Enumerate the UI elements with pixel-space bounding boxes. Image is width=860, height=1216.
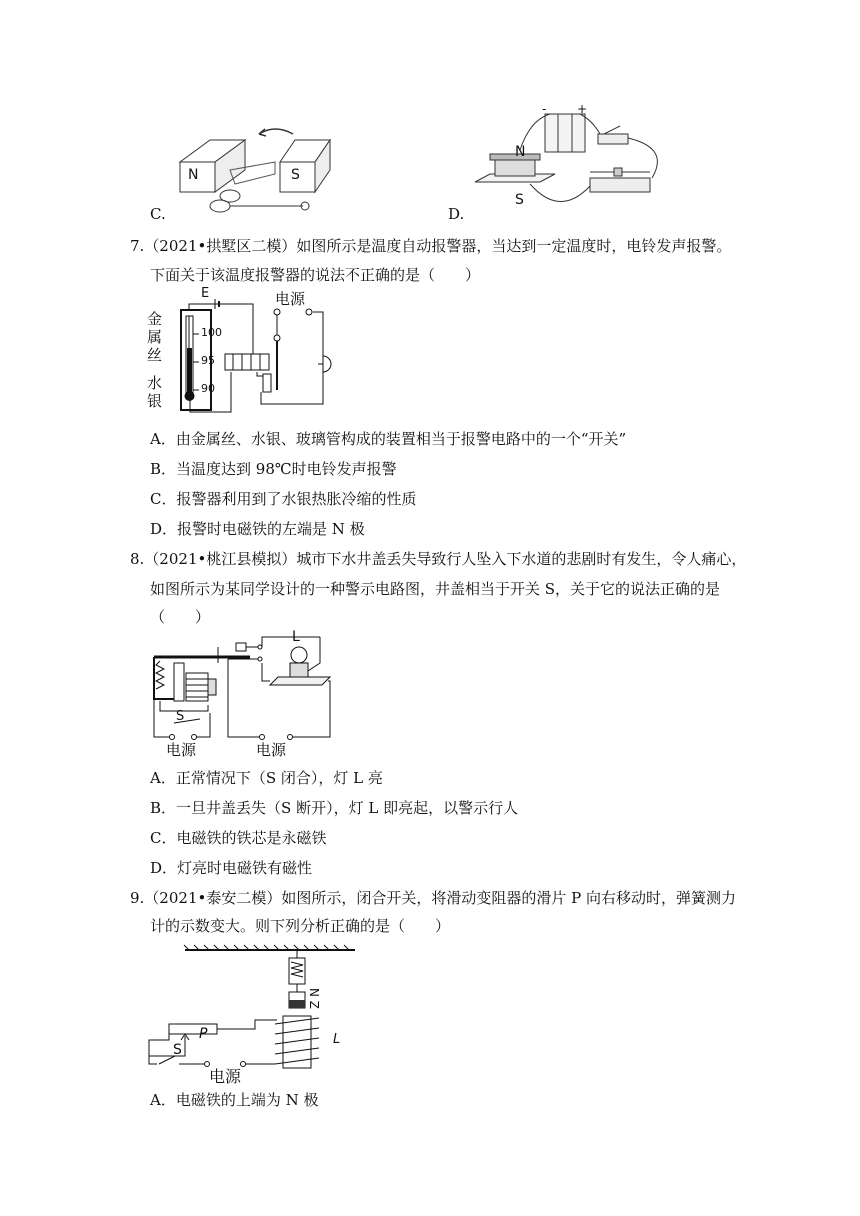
electromagnet-n-label: N (515, 144, 526, 160)
switch-s-label: S (173, 1042, 182, 1058)
q8-stem-line1: 8.（2021•桃江县模拟）城市下水井盖丢失导致行人坠入下水道的悲剧时有发生，令人痛心， (130, 550, 747, 568)
mercury-label-2: 银 (147, 392, 163, 410)
power-source-2-label: 电源 (256, 741, 287, 759)
q8-option-b: B．一旦井盖丢失（S 断开），灯 L 即亮起，以警示行人 (150, 799, 519, 817)
q9-option-a: A．电磁铁的上端为 N 极 (150, 1091, 319, 1109)
q7-option-b: B．当温度达到 98℃时电铃发声报警 (150, 460, 397, 478)
lamp-l-label: L (292, 629, 300, 645)
q8-option-d: D．灯亮时电磁铁有磁性 (150, 859, 313, 877)
magnet-s-label: S (291, 167, 300, 183)
q6-option-c-label: C. (150, 205, 166, 223)
power-source-label: 电源 (209, 1067, 242, 1086)
power-source-label: 电源 (275, 290, 306, 308)
electromagnet-s-label: S (515, 192, 524, 208)
q9-figure-electromagnet (145, 944, 365, 1086)
battery-minus-label: - (542, 102, 547, 116)
q6-option-d-label: D. (448, 205, 465, 223)
q7-option-c: C．报警器利用到了水银热胀冷缩的性质 (150, 490, 417, 508)
power-source-1-label: 电源 (166, 741, 197, 759)
q7-stem-line1: 7.（2021•拱墅区二模）如图所示是温度自动报警器，当达到一定温度时，电铃发声报警。 (130, 237, 732, 255)
metal-wire-label-2: 属 (147, 328, 163, 346)
q7-stem-line2: 下面关于该温度报警器的说法不正确的是（ ） (150, 266, 481, 284)
q9-stem-line1: 9.（2021•泰安二模）如图所示，闭合开关，将滑动变阻器的滑片 P 向右移动时，弹簧测力 (130, 889, 736, 907)
battery-plus-label: + (577, 102, 588, 116)
q9-stem-line2: 计的示数变大。则下列分析正确的是（ ） (150, 917, 451, 935)
q7-figure-temperature-alarm (143, 286, 343, 417)
scale-100-label: 100 (201, 326, 222, 339)
scale-95-label: 95 (201, 354, 215, 367)
q7-option-a: A．由金属丝、水银、玻璃管构成的装置相当于报警电路中的一个“开关” (150, 430, 627, 448)
q8-stem-line2: 如图所示为某同学设计的一种警示电路图，井盖相当于开关 S，关于它的说法正确的是 (150, 580, 721, 598)
metal-wire-label-1: 金 (147, 310, 163, 328)
switch-s-label: S (176, 709, 185, 724)
magnet-pole-label: N Z (307, 988, 321, 1010)
q8-stem-line3: （ ） (150, 608, 211, 626)
q7-option-d: D．报警时电磁铁的左端是 N 极 (150, 520, 365, 538)
q8-option-c: C．电磁铁的铁芯是永磁铁 (150, 829, 327, 847)
battery-e-label: E (201, 286, 210, 301)
scale-90-label: 90 (201, 382, 215, 395)
metal-wire-label-3: 丝 (147, 346, 163, 364)
magnet-n-label: N (188, 167, 199, 183)
q6-figure-c (175, 122, 335, 218)
coil-l-label: L (333, 1032, 341, 1047)
q8-option-a: A．正常情况下（S 闭合），灯 L 亮 (150, 769, 383, 787)
mercury-label-1: 水 (147, 374, 163, 392)
q6-figure-d (470, 100, 690, 218)
q8-figure-warning-circuit (150, 629, 340, 759)
slider-p-label: P (199, 1026, 208, 1042)
